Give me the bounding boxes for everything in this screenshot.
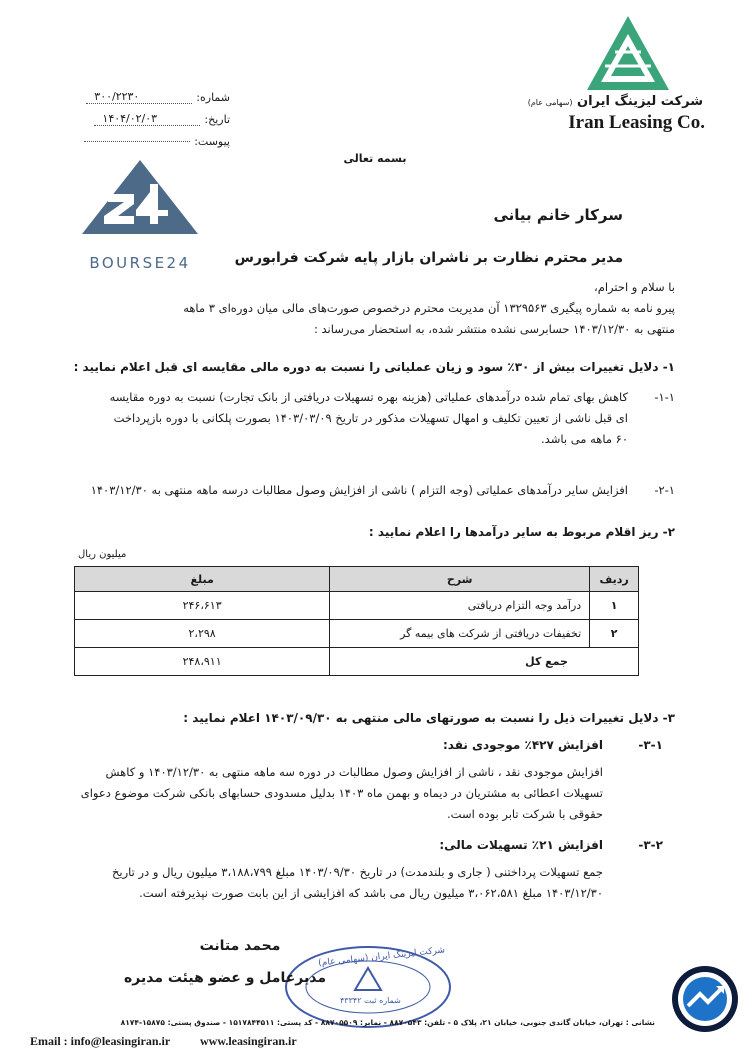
number-label: شماره: [196,90,230,104]
section3-item1-line3: حقوقی با شرکت تابر بوده است. [447,807,603,821]
unit-label: میلیون ریال [78,549,127,560]
header-row-number: ردیف [590,567,639,592]
total-amount: ۲۴۸،۹۱۱ [75,648,330,676]
stamp-reg: شماره ثبت ۴۳۳۴۲ [340,996,401,1005]
section3-item1-line1: افزایش موجودی نقد ، ناشی از افزایش وصول مطالبات در دوره سه ماهه منتهی به ۱۴۰۳/۱۲/۳۰ و کاهش [105,765,603,779]
recipient-honorific: سرکار خانم بیانی [493,206,623,224]
attachment-label: پیوست: [194,134,230,148]
section1-item2-line1: افزایش سایر درآمدهای عملیاتی (وجه التزام ) ناشی از افزایش وصول مطالبات درسه ماهه منتهی به ۱۴۰۳/۱۲/۳۰ [90,483,628,497]
table-row [75,620,639,648]
number-value: ۳۰۰/۲۲۳۰ [86,90,192,104]
section3-heading: ۳- دلایل تغییرات ذیل را نسبت به صورتهای مالی منتهی به ۱۴۰۳/۰۹/۳۰ اعلام نمایید : [183,711,675,725]
section2-heading: ۲- ریز اقلام مربوط به سایر درآمدها را اعلام نمایید : [368,525,675,539]
footer-address: نشانی : تهران، خیابان گاندی جنوبی، خیابان ۲۱، پلاک ۵ - تلفن: ۸۸۷۰۵۴۳ - نمابر: ۸۸۷۰۵۵۰۹ - کد پستی: ۱۵۱۷۸۴۴۵۱۱ - صندوق پستی: ۱۵۸۷۵-۸۱۷۴ [120,1018,655,1027]
section3-item2-line1: جمع تسهیلات پرداختنی ( جاری و بلندمدت) در تاریخ ۱۴۰۳/۰۹/۳۰ مبلغ ۳،۱۸۸،۷۹۹ میلیون ریال و در تاریخ [112,865,603,879]
date-value: ۱۴۰۴/۰۲/۰۳ [94,112,200,126]
date-label: تاریخ: [204,112,230,126]
iran-leasing-logo-icon [585,14,671,92]
intro-line-1: پیرو نامه به شماره پیگیری ۱۳۲۹۵۶۳ آن مدیریت محترم درخصوص صورت‌های مالی میان دوره‌ای ۳ ماهه [183,301,675,315]
header-amount: مبلغ [75,567,330,592]
signer-name: محمد متانت [199,938,281,954]
section1-item2-num: ۲-۱- [654,483,675,497]
signer-title: مدیرعامل و عضو هیئت مدیره [124,970,326,986]
section3-item1-num: ۳-۱- [638,738,663,752]
section3-item1-line2: تسهیلات اعطائی به مشتریان در دیماه و بهمن ماه ۱۴۰۳ بدلیل مسدودی حسابهای بانکی شرکت موضوع دعوای [80,786,603,800]
section1-item1-num: ۱-۱- [654,390,675,404]
greeting: با سلام و احترام، [594,280,675,294]
company-name-suffix: (سهامی عام) [527,98,573,107]
stamp-text: شرکت لیزینگ ایران (سهامی عام) [317,945,446,969]
section1-item1-line3: ۶۰ ماهه می باشد. [541,432,628,446]
intro-line-2: منتهی به ۱۴۰۳/۱۲/۳۰ حسابرسی نشده منتشر شده، به استحضار می‌رساند : [313,322,675,336]
section3-item2-num: ۳-۲- [638,838,663,852]
row-number: ۲ [590,620,639,648]
bismillah: بسمه تعالی [343,152,407,165]
total-label: جمع کل [330,648,639,676]
section1-item1-line1: کاهش بهای تمام شده درآمدهای عملیاتی (هزینه بهره تسهیلات دریافتی از بانک تجارت) نسبت به دوره مقایسه [109,390,628,404]
footer-email[interactable]: Email : info@leasingiran.ir [30,1034,171,1048]
recipient-title: مدیر محترم نظارت بر ناشران بازار پایه شرکت فرابورس [234,250,623,266]
row-number: ۱ [590,592,639,620]
footer-website[interactable]: www.leasingiran.ir [200,1034,297,1048]
section3-item2-title: افزایش ۲۱٪ تسهیلات مالی: [439,838,603,852]
section1-item1-line2: ای قبل ناشی از تعیین تکلیف و امهال تسهیلات مذکور در تاریخ ۱۴۰۳/۰۳/۰۹ بصورت پلکانی با دوره بازپرداخت [113,411,628,425]
row-amount: ۲۴۶،۶۱۳ [75,592,330,620]
company-name-fa: شرکت لیزینگ ایران [577,94,703,109]
table-total-row [75,648,639,676]
row-amount: ۲،۲۹۸ [75,620,330,648]
table-header-row [75,567,639,592]
header-description: شرح [330,567,590,592]
section1-heading: ۱- دلایل تغییرات بیش از ۳۰٪ سود و زیان عملیاتی را نسبت به دوره مالی مقایسه ای قبل اعلام نمایید : [73,360,675,374]
section3-item2-line2: ۱۴۰۳/۱۲/۳۰ مبلغ ۳،۰۶۲،۵۸۱ میلیون ریال می باشد که افزایشی از این بابت صورت نپذیرفته است. [139,886,603,900]
attachment-value [84,141,190,142]
bourse24-logo-icon [78,158,202,254]
bourse24-logo-text: BOURSE24 [89,254,191,272]
table-row [75,592,639,620]
trend-badge-icon [670,964,740,1034]
section3-item1-title: افزایش ۴۲۷٪ موجودی نقد: [442,738,603,752]
items-table [74,566,639,676]
company-name-en: Iran Leasing Co. [568,112,705,133]
row-description: تخفیفات دریافتی از شرکت های بیمه گر [330,620,590,648]
row-description: درآمد وجه التزام دریافتی [330,592,590,620]
